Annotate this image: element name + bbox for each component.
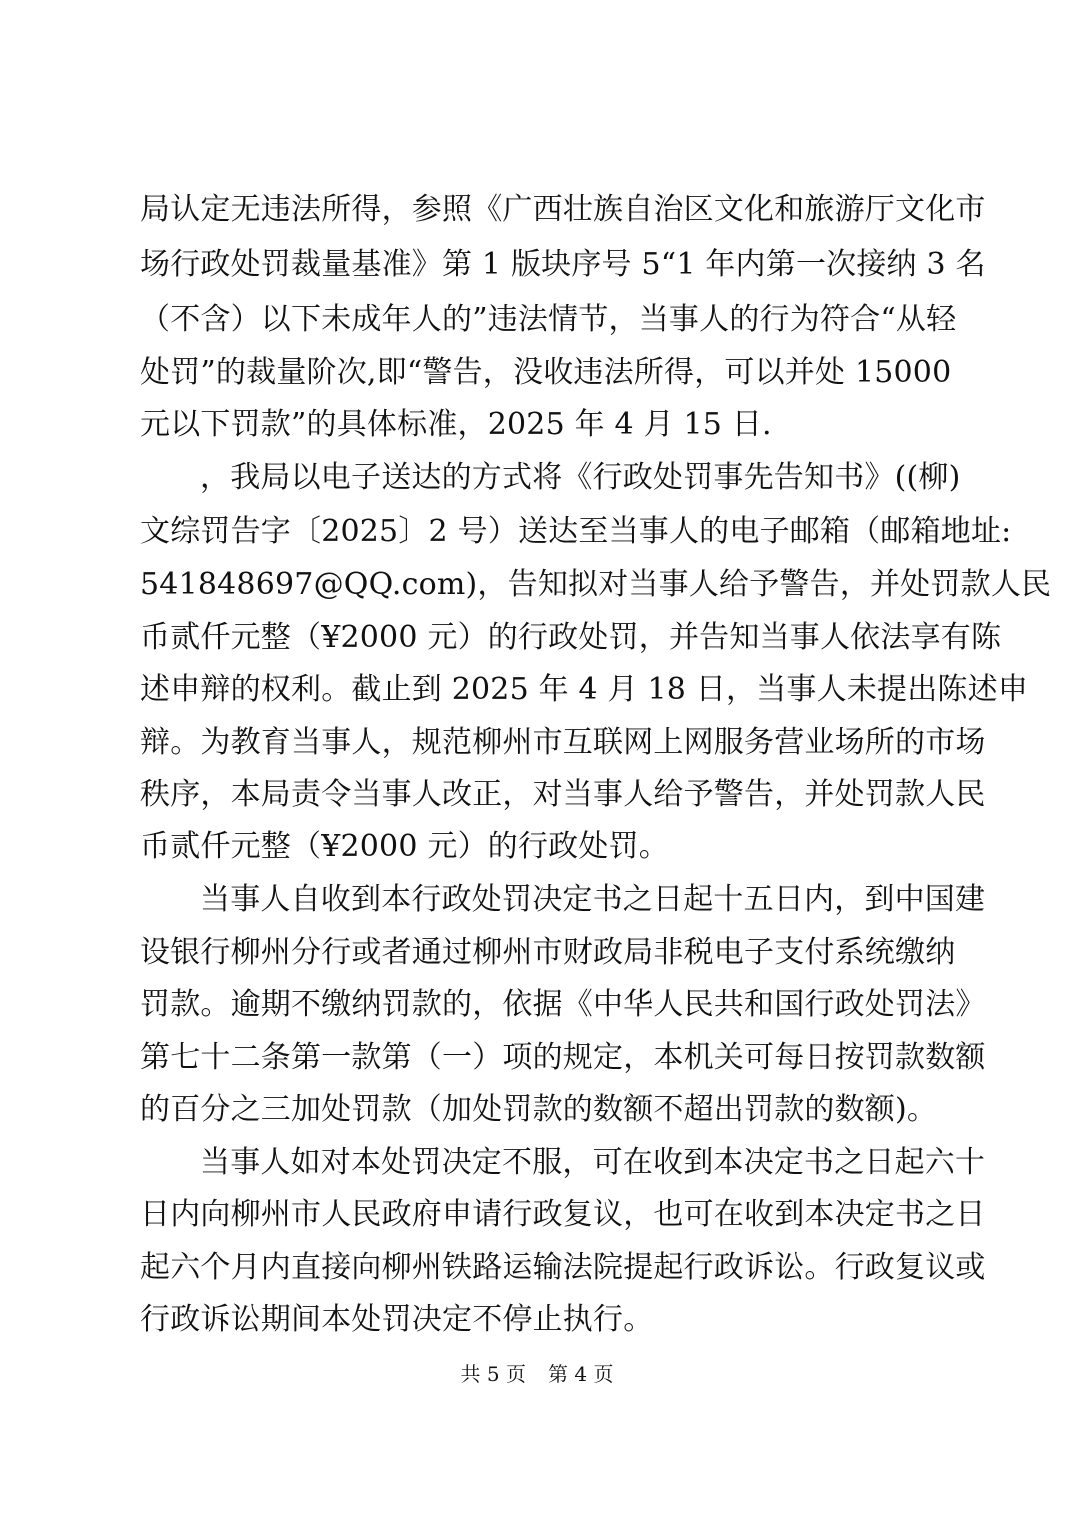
total-pages-label: 共 5 页 [460,1362,526,1386]
text-line: 秩序，本局责令当事人改正，对当事人给予警告，并处罚款人民 [140,777,986,812]
text-line: 的百分之三加处罚款（加处罚款的数额不超出罚款的数额)。 [140,1092,938,1127]
text-line: 罚款。逾期不缴纳罚款的，依据《中华人民共和国行政处罚法》 [140,987,986,1022]
paragraph-start-line: ，我局以电子送达的方式将《行政处罚事先告知书》((柳) [200,460,961,495]
text-line: 541848697@QQ.com)，告知拟对当事人给予警告，并处罚款人民 [140,567,1052,602]
text-line: 文综罚告字〔2025〕2 号）送达至当事人的电子邮箱（邮箱地址: [140,514,1012,549]
text-line: 币贰仟元整（¥2000 元）的行政处罚。 [140,829,669,864]
text-line: 辩。为教育当事人，规范柳州市互联网上网服务营业场所的市场 [140,725,986,760]
page-footer [0,1360,1074,1388]
text-line: 元以下罚款”的具体标准，2025 年 4 月 15 日. [140,407,772,442]
text-line: 场行政处罚裁量基准》第 1 版块序号 5“1 年内第一次接纳 3 名 [140,247,986,282]
text-line: 第七十二条第一款第（一）项的规定，本机关可每日按罚款数额 [140,1040,986,1075]
text-line: 述申辩的权利。截止到 2025 年 4 月 18 日，当事人未提出陈述申 [140,672,1029,707]
text-line: （不含）以下未成年人的”违法情节，当事人的行为符合“从轻 [140,302,957,337]
text-line: 行政诉讼期间本处罚决定不停止执行。 [140,1302,654,1337]
paragraph-start-line: 当事人如对本处罚决定不服，可在收到本决定书之日起六十 [200,1145,986,1180]
text-line: 日内向柳州市人民政府申请行政复议，也可在收到本决定书之日 [140,1197,986,1232]
current-page-label: 第 4 页 [548,1362,614,1386]
text-line: 币贰仟元整（¥2000 元）的行政处罚，并告知当事人依法享有陈 [140,620,1002,655]
text-line: 处罚”的裁量阶次,即“警告，没收违法所得，可以并处 15000 [140,355,952,390]
text-line: 局认定无违法所得，参照《广西壮族自治区文化和旅游厅文化市 [140,192,986,227]
paragraph-start-line: 当事人自收到本行政处罚决定书之日起十五日内，到中国建 [200,882,986,917]
text-line: 设银行柳州分行或者通过柳州市财政局非税电子支付系统缴纳 [140,935,956,970]
text-line: 起六个月内直接向柳州铁路运输法院提起行政诉讼。行政复议或 [140,1250,986,1285]
